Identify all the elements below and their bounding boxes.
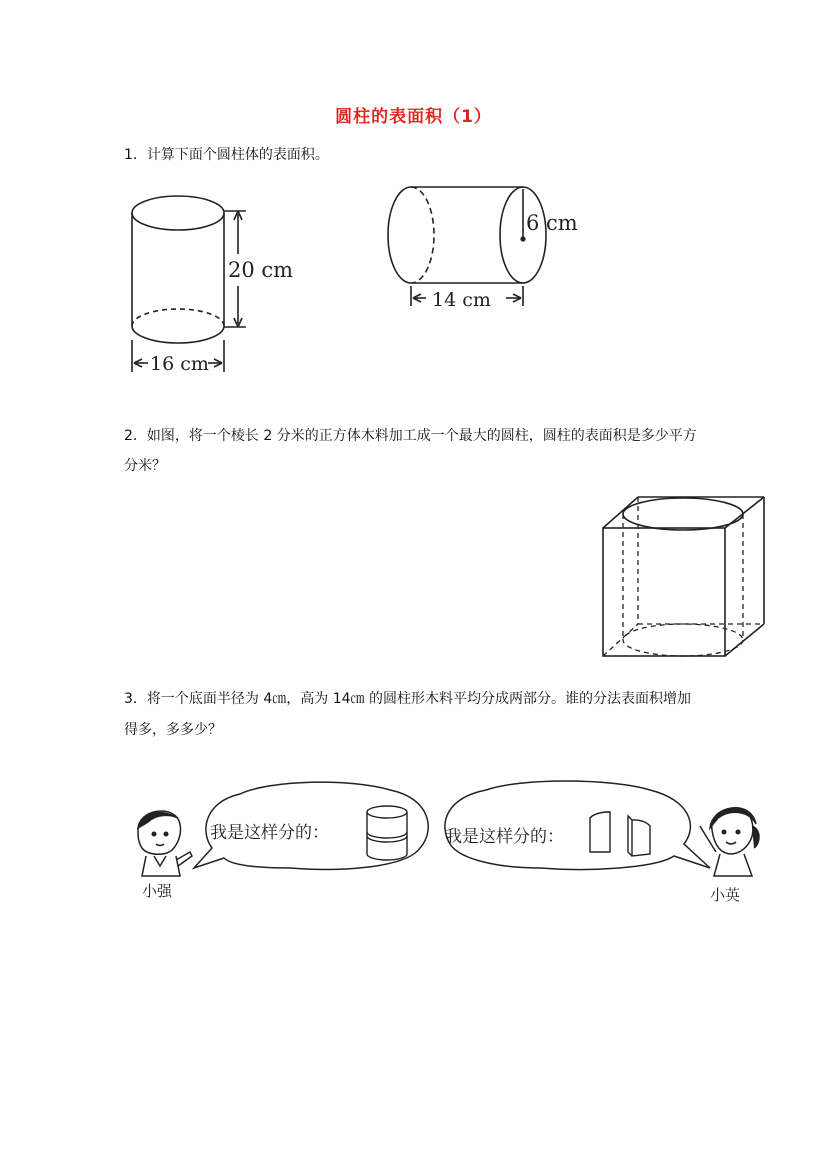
name-xiaoqiang: 小强 <box>142 882 173 900</box>
question-3-line-1: 3．将一个底面半径为 4㎝，高为 14㎝ 的圆柱形木料平均分成两部分。谁的分法表面积增加 <box>124 691 691 707</box>
page-title: 圆柱的表面积（1） <box>335 107 492 127</box>
cube-with-cylinder-figure <box>598 492 770 664</box>
cylinder-horizontal-figure <box>380 180 590 315</box>
boy-xiaoqiang-illustration <box>138 811 192 876</box>
question-3-line-2: 得多，多多少？ <box>124 722 222 738</box>
split-comparison-illustration <box>120 772 765 912</box>
question-2-line-1: 2．如图，将一个棱长 2 分米的正方体木料加工成一个最大的圆柱，圆柱的表面积是多少平方 <box>124 428 697 444</box>
bubble-right-text: 我是这样分的： <box>445 827 564 847</box>
radius-label: 6 cm <box>526 211 578 235</box>
name-xiaoying: 小英 <box>710 886 741 904</box>
height-label: 20 cm <box>228 258 294 282</box>
diameter-label: 16 cm <box>150 353 209 375</box>
question-2-line-2: 分米？ <box>124 458 166 474</box>
bubble-left-text: 我是这样分的： <box>210 823 329 843</box>
girl-xiaoying-illustration <box>700 808 759 876</box>
cylinder-upright-figure <box>120 180 300 380</box>
question-1-text: 1．计算下面个圆柱体的表面积。 <box>124 147 329 163</box>
length-label: 14 cm <box>432 289 491 311</box>
